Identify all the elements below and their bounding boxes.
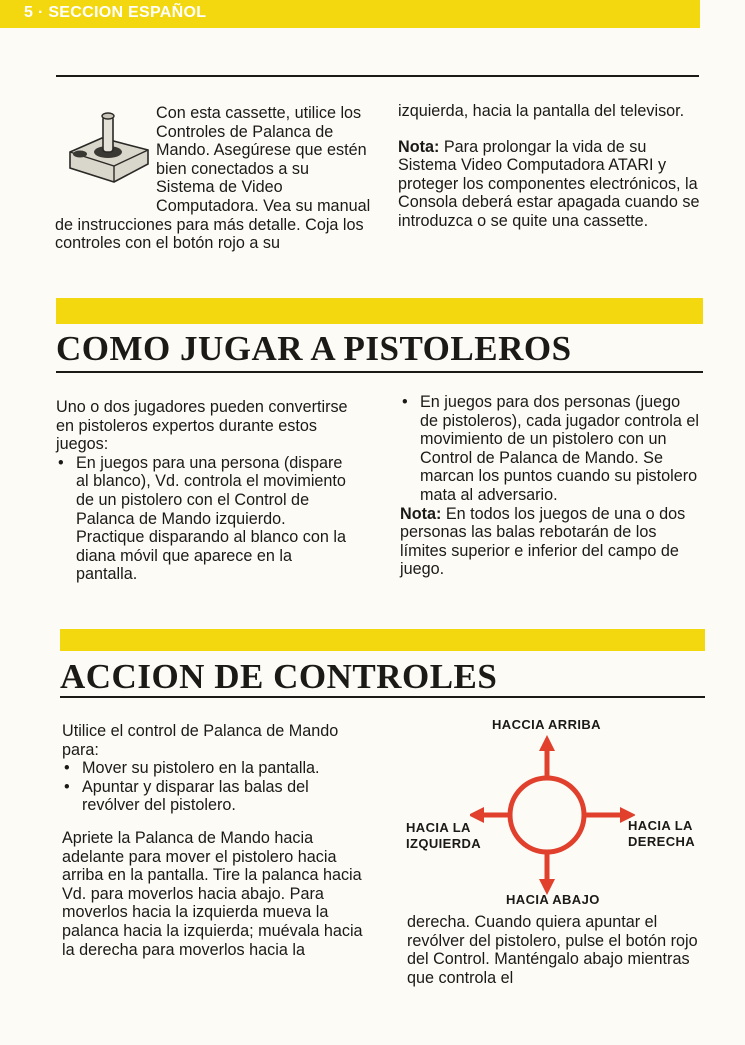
label-down: HACIA ABAJO (506, 892, 600, 907)
label-left-2: IZQUIERDA (406, 836, 482, 851)
label-left-1: HACIA LA (406, 820, 471, 835)
header-band (0, 0, 700, 28)
list-item: • Apuntar y disparar las balas del revólver del pistolero. (62, 778, 367, 815)
section2-list (62, 759, 367, 815)
label-up: HACCIA ARRIBA (492, 717, 601, 732)
note-label: Nota: (398, 137, 440, 156)
list-item: • En juegos para una persona (dispare al blanco), Vd. controla el movimiento de un pistolero con el Control de Palanca de Mando izquierdo. Practique disparando al blanco con la diana móvil que aparece en la pantalla. (56, 454, 356, 584)
section2-intro: Utilice el control de Palanca de Mando para: (62, 722, 339, 759)
direction-diagram (470, 735, 635, 895)
note-text: Para prolongar la vida de su Sistema Video Computadora ATARI y proteger los componentes electrónicos, la Consola deberá estar apagada cuando se introduzca o se quite una cassette. (398, 137, 700, 230)
section2-band (60, 629, 705, 651)
top-rule (56, 75, 699, 77)
note-label: Nota: (400, 504, 442, 523)
section2-paragraph-right: derecha. Cuando quiera apuntar el revólver del pistolero, pulse el botón rojo del Control. Manténgalo abajo mientras que controla el (407, 913, 698, 987)
section1-list-right (400, 393, 702, 505)
section2-rule (60, 696, 705, 698)
section1-intro: Uno o dos jugadores pueden convertirse en pistoleros expertos durante estos juegos: (56, 398, 348, 454)
section1-note (400, 505, 702, 579)
section1-rule (56, 371, 703, 373)
section1-list-left (56, 454, 356, 584)
joystick-float-space (55, 104, 156, 198)
intro-note (398, 138, 700, 231)
section2-title: ACCION DE CONTROLES (60, 657, 498, 696)
section1-band (56, 298, 703, 324)
intro-left-text: Con esta cassette, utilice los Controles de Palanca de Mando. Asegúrese que estén bien conectados a su Sistema de Video Computadora. Vea su manual de instrucciones para más detalle. Coja los controles con el botón rojo a su (55, 104, 371, 253)
label-right-2: DERECHA (628, 834, 696, 849)
list-item: • En juegos para dos personas (juego de pistoleros), cada jugador controla el movimiento de un pistolero con un Control de Palanca de Mando. Se marcan los puntos cuando su pistolero mata al adversario. (400, 393, 702, 505)
intro-right-text: izquierda, hacia la pantalla del televisor. (398, 102, 685, 120)
section2-paragraph-left: Apriete la Palanca de Mando hacia adelante para mover el pistolero hacia arriba en la pantalla. Tire la palanca hacia Vd. para moverlos hacia abajo. Para moverlos hacia la izquierda mueva la palanca hacia la izquierda; muévala hacia la derecha para moverlos hacia la (62, 828, 363, 959)
joystick-circle (510, 778, 584, 852)
note-text: En todos los juegos de una o dos personas las balas rebotarán de los límites superior e inferior del campo de juego. (400, 504, 686, 579)
label-right-1: HACIA LA (628, 818, 693, 833)
section1-title: COMO JUGAR A PISTOLEROS (56, 329, 572, 368)
section-label: 5 · SECCION ESPAÑOL (24, 4, 207, 21)
list-item: • Mover su pistolero en la pantalla. (62, 759, 367, 778)
